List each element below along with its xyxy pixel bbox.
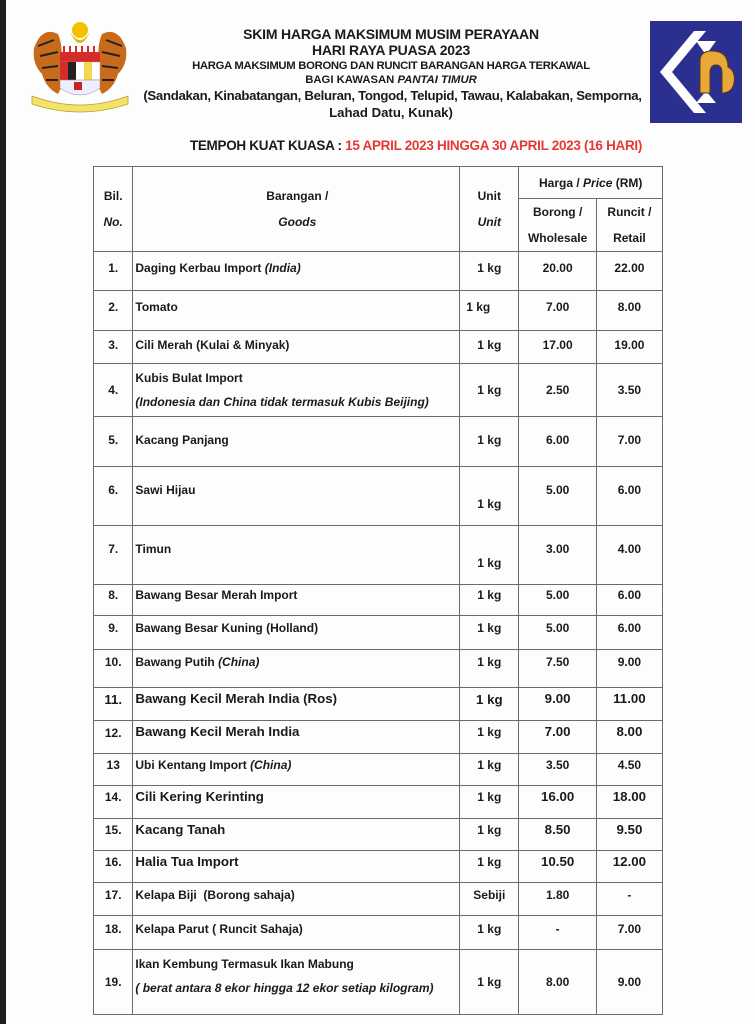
- row-goods: Cili Kering Kerinting: [133, 786, 460, 819]
- row-no: 16.: [94, 851, 133, 883]
- header-goods-en: Goods: [278, 215, 317, 229]
- table-row: [94, 331, 663, 364]
- row-no: 13: [94, 754, 133, 786]
- row-unit: 1 kg: [460, 616, 519, 650]
- row-wholesale-price: 9.00: [519, 688, 596, 721]
- row-retail-price: -: [596, 883, 662, 916]
- row-goods: Bawang Kecil Merah India (Ros): [133, 688, 460, 721]
- row-wholesale-price: 17.00: [519, 331, 596, 364]
- row-goods: Bawang Kecil Merah India: [133, 721, 460, 754]
- header-goods: [133, 167, 460, 252]
- table-row: [94, 950, 663, 1015]
- document-page: [6, 0, 755, 1024]
- row-goods: Cili Merah (Kulai & Minyak): [133, 331, 460, 364]
- row-goods: Kelapa Biji (Borong sahaja): [133, 883, 460, 916]
- table-row: [94, 616, 663, 650]
- row-no: 7.: [94, 526, 133, 585]
- row-retail-price: 8.00: [596, 291, 662, 331]
- row-wholesale-price: 7.50: [519, 650, 596, 688]
- row-unit: 1 kg: [460, 688, 519, 721]
- header-retail: [596, 199, 662, 252]
- table-row: [94, 883, 663, 916]
- areas-list-line1: (Sandakan, Kinabatangan, Beluran, Tongod, Telupid, Tawau, Kalabakan, Semporna,: [143, 88, 642, 103]
- row-wholesale-price: 6.00: [519, 417, 596, 467]
- header-no-ms: Bil.: [103, 189, 123, 203]
- row-no: 9.: [94, 616, 133, 650]
- table-row: [94, 467, 663, 526]
- table-row: [94, 819, 663, 851]
- region-name: PANTAI TIMUR: [397, 74, 477, 86]
- row-unit: 1 kg: [460, 467, 519, 526]
- row-retail-price: 18.00: [596, 786, 662, 819]
- row-retail-price: 6.00: [596, 585, 662, 616]
- row-retail-price: 22.00: [596, 252, 662, 291]
- row-no: 10.: [94, 650, 133, 688]
- row-goods: [133, 650, 460, 688]
- header-goods-ms: Barangan /: [266, 189, 329, 203]
- table-row: [94, 916, 663, 950]
- row-no: 19.: [94, 950, 133, 1015]
- row-wholesale-price: 16.00: [519, 786, 596, 819]
- row-unit: 1 kg: [460, 916, 519, 950]
- price-table: [93, 166, 663, 1015]
- row-retail-price: 7.00: [596, 916, 662, 950]
- goods-origin: (China): [218, 655, 260, 669]
- header-unit-en: Unit: [477, 215, 501, 229]
- row-wholesale-price: 8.00: [519, 950, 596, 1015]
- row-unit: 1 kg: [460, 252, 519, 291]
- row-no: 14.: [94, 786, 133, 819]
- row-goods: [133, 754, 460, 786]
- row-wholesale-price: 7.00: [519, 721, 596, 754]
- header-price-en: Price: [583, 175, 613, 190]
- row-goods: [133, 364, 460, 417]
- row-unit: 1 kg: [460, 417, 519, 467]
- row-unit: 1 kg: [460, 754, 519, 786]
- validity-dates: 15 APRIL 2023 HINGGA 30 APRIL 2023 (16 HARI): [345, 138, 643, 153]
- goods-origin: (India): [264, 261, 301, 275]
- goods-name: Bawang Putih: [135, 655, 219, 669]
- kpdn-logo-icon: [650, 21, 742, 123]
- row-unit: 1 kg: [460, 331, 519, 364]
- row-no: 2.: [94, 291, 133, 331]
- row-retail-price: 12.00: [596, 851, 662, 883]
- row-unit: 1 kg: [460, 526, 519, 585]
- header-price-ms: Harga /: [539, 175, 584, 190]
- areas-list-line2: Lahad Datu, Kunak): [329, 105, 453, 120]
- row-no: 18.: [94, 916, 133, 950]
- row-goods: Kelapa Parut ( Runcit Sahaja): [133, 916, 460, 950]
- row-goods: Kacang Tanah: [133, 819, 460, 851]
- row-goods: Halia Tua Import: [133, 851, 460, 883]
- document-title: SKIM HARGA MAKSIMUM MUSIM PERAYAAN: [243, 26, 539, 42]
- row-wholesale-price: 2.50: [519, 364, 596, 417]
- validity-period: [106, 138, 726, 153]
- row-unit: 1 kg: [460, 950, 519, 1015]
- row-no: 5.: [94, 417, 133, 467]
- table-row: [94, 786, 663, 819]
- row-retail-price: 3.50: [596, 364, 662, 417]
- row-no: 3.: [94, 331, 133, 364]
- goods-name: Ubi Kentang Import: [135, 758, 251, 772]
- coat-of-arms-icon: [24, 18, 136, 118]
- table-row: [94, 417, 663, 467]
- goods-name: Ikan Kembung Termasuk Ikan Mabung: [135, 957, 354, 971]
- row-retail-price: 11.00: [596, 688, 662, 721]
- header-retail-ms: Runcit /: [607, 205, 652, 219]
- row-goods: Bawang Besar Kuning (Holland): [133, 616, 460, 650]
- row-unit: 1 kg: [460, 585, 519, 616]
- row-retail-price: 19.00: [596, 331, 662, 364]
- row-unit: 1 kg: [460, 650, 519, 688]
- row-unit: 1 kg: [460, 721, 519, 754]
- table-row: [94, 526, 663, 585]
- row-goods: Sawi Hijau: [133, 467, 460, 526]
- table-row: [94, 754, 663, 786]
- row-goods: [133, 950, 460, 1015]
- table-row: [94, 688, 663, 721]
- row-no: 6.: [94, 467, 133, 526]
- row-wholesale-price: 1.80: [519, 883, 596, 916]
- table-row: [94, 721, 663, 754]
- row-retail-price: 8.00: [596, 721, 662, 754]
- row-no: 1.: [94, 252, 133, 291]
- goods-note: (Indonesia dan China tidak termasuk Kubis Beijing): [135, 395, 429, 409]
- header-no-en: No.: [103, 215, 123, 229]
- table-row: [94, 650, 663, 688]
- header-wholesale-ms: Borong /: [532, 205, 583, 219]
- row-wholesale-price: 5.00: [519, 467, 596, 526]
- row-retail-price: 4.00: [596, 526, 662, 585]
- document-title-year: HARI RAYA PUASA 2023: [311, 42, 471, 58]
- row-wholesale-price: 5.00: [519, 616, 596, 650]
- row-wholesale-price: 20.00: [519, 252, 596, 291]
- region-heading: [136, 74, 646, 86]
- table-row: [94, 291, 663, 331]
- row-goods: Tomato: [133, 291, 460, 331]
- goods-origin: (China): [250, 758, 292, 772]
- row-wholesale-price: 5.00: [519, 585, 596, 616]
- document-subtitle: HARGA MAKSIMUM BORONG DAN RUNCIT BARANGAN HARGA TERKAWAL: [192, 60, 590, 72]
- row-unit: 1 kg: [460, 291, 519, 331]
- table-row: [94, 585, 663, 616]
- row-no: 15.: [94, 819, 133, 851]
- row-unit: 1 kg: [460, 819, 519, 851]
- header-wholesale-en: Wholesale: [527, 231, 588, 245]
- row-wholesale-price: 3.50: [519, 754, 596, 786]
- goods-name: Kubis Bulat Import: [135, 371, 243, 385]
- row-unit: 1 kg: [460, 364, 519, 417]
- header-no: [94, 167, 133, 252]
- row-retail-price: 9.00: [596, 650, 662, 688]
- goods-name: Daging Kerbau Import: [135, 261, 265, 275]
- row-no: 4.: [94, 364, 133, 417]
- row-retail-price: 9.50: [596, 819, 662, 851]
- row-goods: Timun: [133, 526, 460, 585]
- row-no: 12.: [94, 721, 133, 754]
- row-retail-price: 4.50: [596, 754, 662, 786]
- header-retail-en: Retail: [613, 231, 646, 245]
- row-unit: 1 kg: [460, 786, 519, 819]
- row-no: 8.: [94, 585, 133, 616]
- row-unit: 1 kg: [460, 851, 519, 883]
- row-wholesale-price: 7.00: [519, 291, 596, 331]
- row-unit: Sebiji: [460, 883, 519, 916]
- validity-label: TEMPOH KUAT KUASA :: [189, 138, 346, 153]
- row-retail-price: 7.00: [596, 417, 662, 467]
- row-retail-price: 6.00: [596, 467, 662, 526]
- region-prefix: BAGI KAWASAN: [305, 74, 398, 86]
- table-row: [94, 252, 663, 291]
- row-goods: Bawang Besar Merah Import: [133, 585, 460, 616]
- header-price-currency: (RM): [612, 175, 643, 190]
- goods-note: ( berat antara 8 ekor hingga 12 ekor setiap kilogram): [135, 981, 434, 995]
- row-wholesale-price: 8.50: [519, 819, 596, 851]
- row-wholesale-price: 10.50: [519, 851, 596, 883]
- row-retail-price: 9.00: [596, 950, 662, 1015]
- row-no: 11.: [94, 688, 133, 721]
- row-goods: [133, 252, 460, 291]
- header-wholesale: [519, 199, 596, 252]
- header-unit-ms: Unit: [477, 189, 501, 203]
- row-wholesale-price: -: [519, 916, 596, 950]
- row-goods: Kacang Panjang: [133, 417, 460, 467]
- header-price: [519, 167, 663, 199]
- table-row: [94, 851, 663, 883]
- header-unit: [460, 167, 519, 252]
- row-retail-price: 6.00: [596, 616, 662, 650]
- row-no: 17.: [94, 883, 133, 916]
- row-wholesale-price: 3.00: [519, 526, 596, 585]
- table-row: [94, 364, 663, 417]
